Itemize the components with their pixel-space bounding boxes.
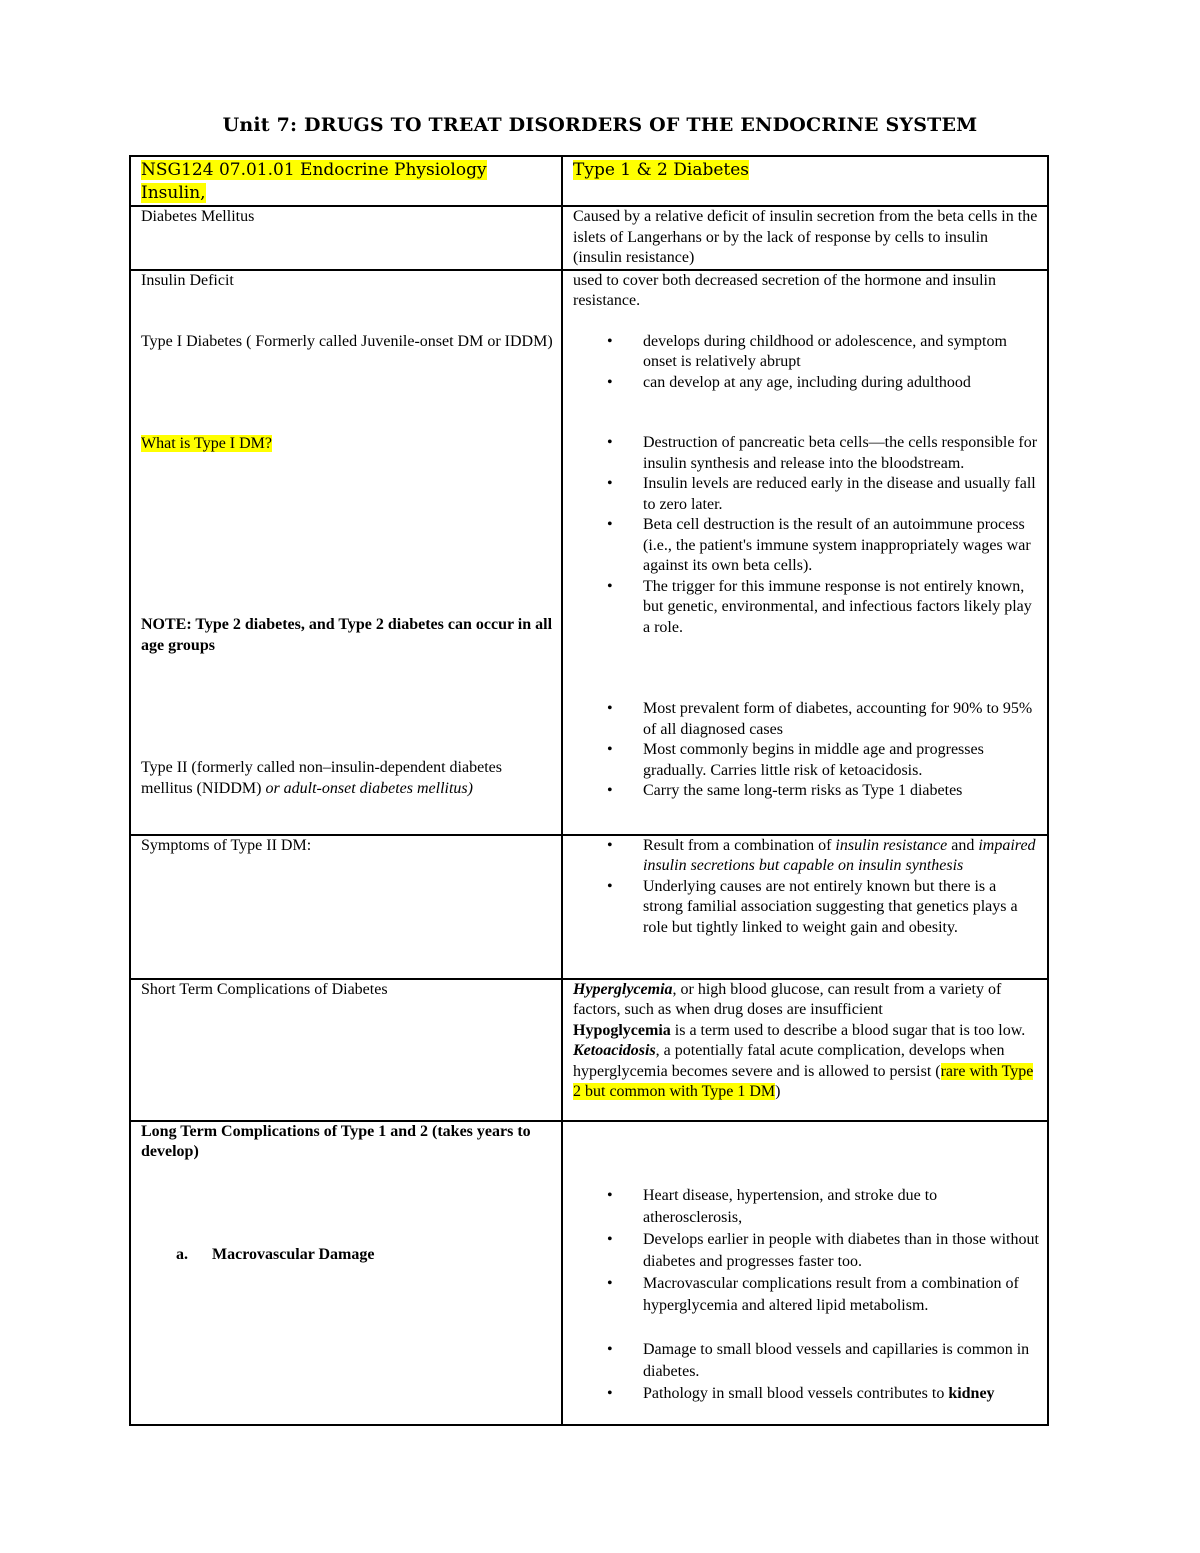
hypoglycemia-entry — [573, 1021, 1039, 1042]
ketoacidosis-highlight: rare with Type 2 but common with Type 1 DM — [573, 1062, 1034, 1100]
diabetes-mellitus-label: Diabetes Mellitus — [141, 208, 255, 225]
hyperglycemia-term: Hyperglycemia — [573, 980, 673, 998]
type2-label-b: or adult-onset diabetes mellitus) — [261, 779, 473, 797]
symptoms-label: Symptoms of Type II DM: — [141, 836, 312, 854]
header-left-cell — [130, 156, 562, 206]
list-item: • Carry the same long-term risks as Type 1 diabetes — [643, 781, 1039, 802]
what-is-bullets — [573, 433, 1039, 638]
list-item: • Most prevalent form of diabetes, accounting for 90% to 95% of all diagnosed cases — [643, 699, 1039, 740]
table-row — [130, 206, 1048, 270]
macro-marker: a. — [176, 1245, 188, 1263]
row-label-cell — [130, 979, 562, 1121]
header-left-line1: NSG124 07.01.01 Endocrine Physiology — [141, 160, 487, 180]
symptoms-b1-b: insulin resistance — [835, 836, 948, 854]
insulin-deficit-text: used to cover both decreased secretion of the hormone and insulin resistance. — [573, 271, 996, 309]
table-row — [130, 1121, 1048, 1425]
hyperglycemia-entry — [573, 980, 1039, 1021]
row-label-cell — [130, 206, 562, 270]
symptoms-b1-d: impaired insulin secretions but capable on insulin synthesis — [643, 836, 1036, 874]
list-item: • can develop at any age, including during adulthood — [643, 373, 1039, 394]
macrovascular-heading — [141, 1245, 553, 1266]
page-title: Unit 7: DRUGS TO TREAT DISORDERS OF THE ENDOCRINE SYSTEM — [222, 114, 978, 136]
note-text: Type 2 diabetes, and Type 2 diabetes can occur in all age groups — [141, 616, 553, 654]
header-right: Type 1 & 2 Diabetes — [573, 160, 750, 180]
list-item: • The trigger for this immune response is not entirely known, but genetic, environmental, and infectious factors likely play a role. — [643, 577, 1039, 639]
hyperglycemia-text: , or high blood glucose, can result from a variety of factors, such as when drug doses are insufficient — [573, 980, 1002, 1018]
notes-table — [129, 155, 1049, 1426]
list-item: • Damage to small blood vessels and capillaries is common in diabetes. — [643, 1339, 1039, 1383]
table-row — [130, 979, 1048, 1121]
type2-label — [141, 758, 553, 799]
table-row — [130, 156, 1048, 206]
type2-label-a: Type II (formerly called non–insulin-dependent diabetes mellitus (NIDDM) — [141, 759, 502, 797]
list-item: • Beta cell destruction is the result of an autoimmune process (i.e., the patient's immune system inappropriately wages war against its own beta cells). — [643, 515, 1039, 577]
diabetes-mellitus-text: Caused by a relative deficit of insulin secretion from the beta cells in the islets of Langerhans or by the lack of response by cells to insulin (insulin resistance) — [573, 208, 1038, 266]
row-label-cell — [130, 835, 562, 979]
micro-b2-b: kidney — [948, 1384, 995, 1402]
row-label-cell — [130, 270, 562, 835]
ketoacidosis-term: Ketoacidosis — [573, 1042, 656, 1059]
row-content-cell — [562, 1121, 1048, 1425]
list-item — [643, 1383, 1039, 1405]
list-item: • Most commonly begins in middle age and progresses gradually. Carries little risk of ketoacidosis. — [643, 740, 1039, 781]
list-item — [643, 836, 1039, 877]
ketoacidosis-entry — [573, 1041, 1039, 1103]
table-row — [130, 270, 1048, 835]
symptoms-b1-c: and — [947, 836, 979, 854]
symptoms-b1-a: Result from a combination of — [643, 836, 836, 854]
note-block — [141, 615, 553, 656]
list-item: • Develops earlier in people with diabetes than in those without diabetes and progresses faster too. — [643, 1229, 1039, 1273]
short-term-label: Short Term Complications of Diabetes — [141, 980, 388, 998]
macro-bullets — [573, 1185, 1039, 1317]
type1-label: Type I Diabetes ( Formerly called Juvenile-onset DM or IDDM) — [141, 333, 553, 350]
insulin-deficit-label: Insulin Deficit — [141, 271, 234, 289]
micro-b2-a: Pathology in small blood vessels contributes to — [643, 1384, 949, 1402]
symptoms-bullets — [573, 836, 1039, 939]
note-label: NOTE: — [141, 616, 192, 633]
table-row — [130, 835, 1048, 979]
list-item: • Insulin levels are reduced early in the disease and usually fall to zero later. — [643, 474, 1039, 515]
list-item: • Destruction of pancreatic beta cells—the cells responsible for insulin synthesis and release into the bloodstream. — [643, 433, 1039, 474]
micro-bullets — [573, 1339, 1039, 1405]
list-item: • Underlying causes are not entirely known but there is a strong familial association suggesting that genetics plays a role but tightly linked to weight gain and obesity. — [643, 877, 1039, 939]
paren-close: ) — [775, 1083, 781, 1100]
long-term-label: Long Term Complications of Type 1 and 2 (takes years to develop) — [141, 1122, 531, 1160]
row-content-cell — [562, 979, 1048, 1121]
row-content-cell — [562, 270, 1048, 835]
type1-bullets — [573, 332, 1039, 394]
row-label-cell — [130, 1121, 562, 1425]
what-is-type1-label: What is Type I DM? — [141, 434, 272, 452]
list-item: • Macrovascular complications result from a combination of hyperglycemia and altered lipid metabolism. — [643, 1273, 1039, 1317]
hypoglycemia-term: Hypoglycemia — [573, 1021, 671, 1039]
paren-open: ( — [935, 1062, 941, 1080]
hypoglycemia-text: is a term used to describe a blood sugar that is too low. — [670, 1021, 1026, 1039]
list-item: • Heart disease, hypertension, and stroke due to atherosclerosis, — [643, 1185, 1039, 1229]
header-left-line2: Insulin, — [141, 183, 206, 203]
macro-label: Macrovascular Damage — [212, 1245, 375, 1263]
row-content-cell — [562, 835, 1048, 979]
row-content-cell — [562, 206, 1048, 270]
header-right-cell — [562, 156, 1048, 206]
type2-bullets — [573, 699, 1039, 802]
list-item: • develops during childhood or adolescence, and symptom onset is relatively abrupt — [643, 332, 1039, 373]
ketoacidosis-text: , a potentially fatal acute complication, develops when hyperglycemia becomes severe and is allowed to persist — [573, 1042, 1005, 1080]
